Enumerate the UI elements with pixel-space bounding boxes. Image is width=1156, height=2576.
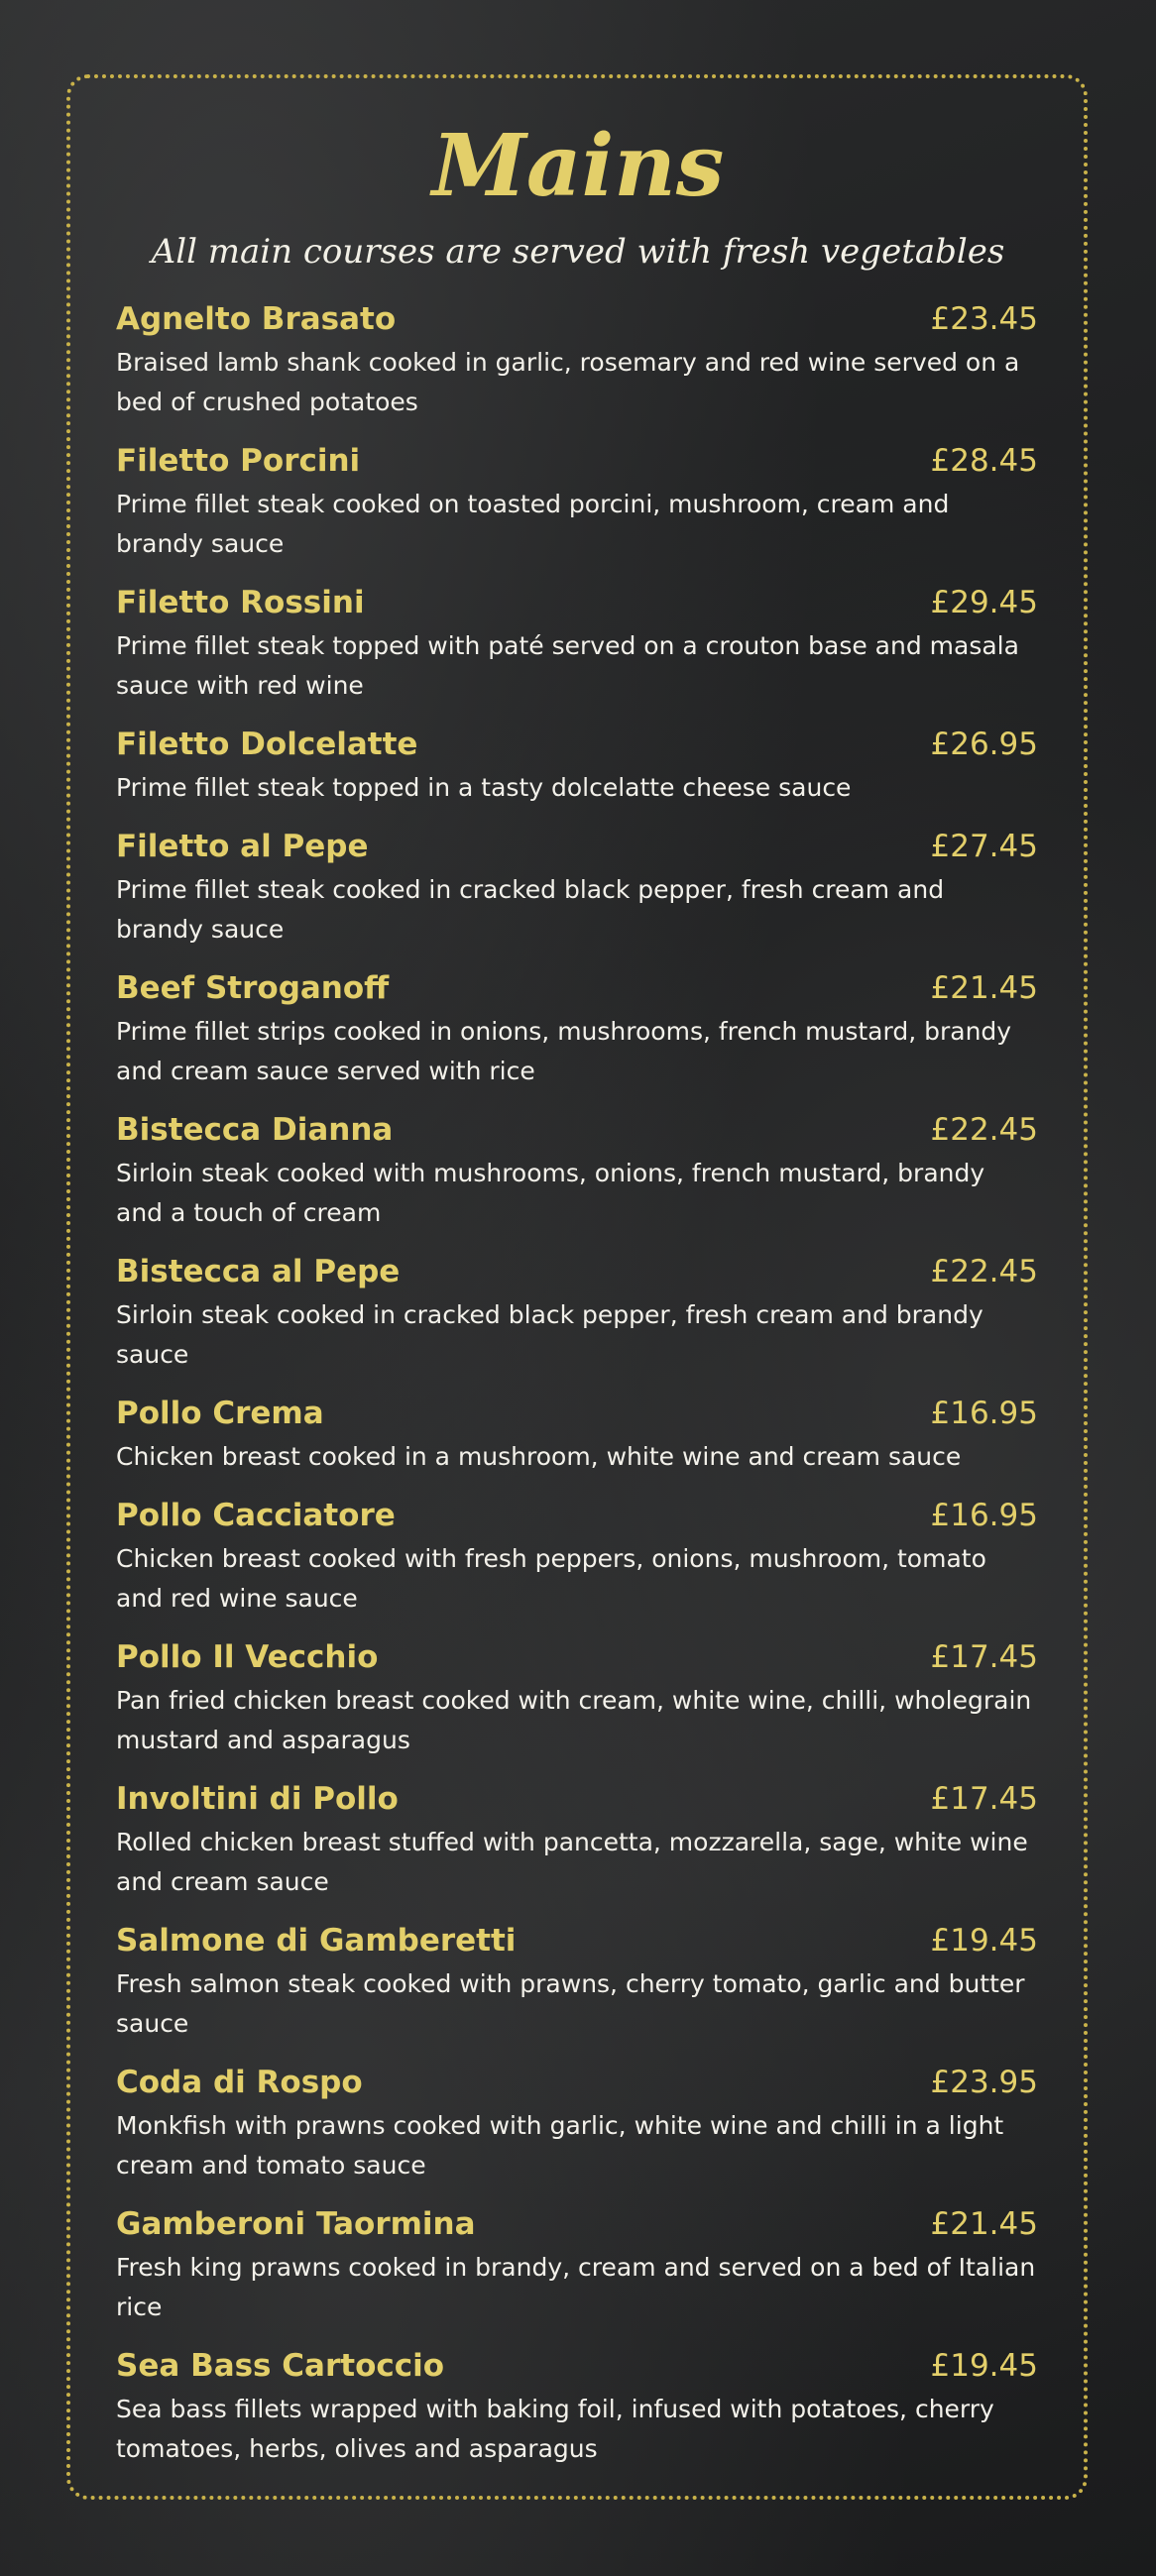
item-name: Gamberoni Taormina: [116, 2206, 476, 2242]
item-name: Coda di Rospo: [116, 2065, 363, 2100]
item-description: Pan fried chicken breast cooked with cream, white wine, chilli, wholegrain mustard and asparagus: [116, 1686, 1032, 1754]
item-name: Filetto Dolcelatte: [116, 727, 418, 762]
item-price: £23.45: [930, 301, 1038, 337]
item-description: Prime fillet strips cooked in onions, mushrooms, french mustard, brandy and cream sauce served with rice: [116, 1017, 1012, 1085]
item-description: Prime fillet steak topped with paté served on a crouton base and masala sauce with red wine: [116, 631, 1019, 700]
menu-header: [0, 116, 1156, 274]
item-name: Salmone di Gamberetti: [116, 1923, 517, 1959]
item-description: Prime fillet steak cooked in cracked black pepper, fresh cream and brandy sauce: [116, 875, 945, 944]
item-description: Rolled chicken breast stuffed with pancetta, mozzarella, sage, white wine and cream sauce: [116, 1828, 1028, 1896]
item-price: £29.45: [930, 585, 1038, 620]
menu-item: [116, 1106, 1038, 1248]
menu-item: [116, 1248, 1038, 1390]
item-price: £21.45: [930, 2206, 1038, 2242]
item-name: Agnelto Brasato: [116, 301, 397, 337]
menu-item: [116, 2059, 1038, 2200]
item-price: £17.45: [930, 1781, 1038, 1817]
item-name: Filetto al Pepe: [116, 829, 369, 864]
item-name: Sea Bass Cartoccio: [116, 2348, 445, 2384]
item-price: £22.45: [930, 1254, 1038, 1289]
item-description: Sirloin steak cooked in cracked black pepper, fresh cream and brandy sauce: [116, 1300, 983, 1369]
item-name: Beef Stroganoff: [116, 970, 390, 1006]
item-name: Bistecca al Pepe: [116, 1254, 401, 1289]
menu-item: [116, 295, 1038, 437]
item-price: £27.45: [930, 829, 1038, 864]
item-price: £22.45: [930, 1112, 1038, 1148]
item-price: £28.45: [930, 443, 1038, 479]
item-name: Pollo Il Vecchio: [116, 1639, 379, 1675]
item-description: Chicken breast cooked with fresh peppers, onions, mushroom, tomato and red wine sauce: [116, 1544, 986, 1613]
item-name: Filetto Rossini: [116, 585, 365, 620]
item-description: Prime fillet steak topped in a tasty dolcelatte cheese sauce: [116, 773, 852, 802]
item-price: £17.45: [930, 1639, 1038, 1675]
menu-item: [116, 964, 1038, 1106]
item-description: Chicken breast cooked in a mushroom, white wine and cream sauce: [116, 1442, 962, 1471]
menu-item: [116, 721, 1038, 823]
item-description: Prime fillet steak cooked on toasted porcini, mushroom, cream and brandy sauce: [116, 490, 950, 558]
item-description: Sirloin steak cooked with mushrooms, onions, french mustard, brandy and a touch of cream: [116, 1159, 985, 1227]
menu-item: [116, 2342, 1038, 2484]
item-name: Filetto Porcini: [116, 443, 361, 479]
item-description: Fresh salmon steak cooked with prawns, cherry tomato, garlic and butter sauce: [116, 1969, 1025, 2038]
menu-list: [116, 295, 1038, 2484]
menu-item: [116, 1633, 1038, 1775]
menu-item: [116, 579, 1038, 721]
menu-item: [116, 1917, 1038, 2059]
item-price: £23.95: [930, 2065, 1038, 2100]
item-price: £21.45: [930, 970, 1038, 1006]
item-name: Pollo Cacciatore: [116, 1498, 396, 1533]
menu-item: [116, 1390, 1038, 1492]
menu-item: [116, 2200, 1038, 2342]
item-name: Bistecca Dianna: [116, 1112, 394, 1148]
item-description: Braised lamb shank cooked in garlic, rosemary and red wine served on a bed of crushed potatoes: [116, 348, 1020, 416]
item-description: Sea bass fillets wrapped with baking foil, infused with potatoes, cherry tomatoes, herbs, olives and asparagus: [116, 2395, 994, 2463]
item-price: £19.45: [930, 2348, 1038, 2384]
item-description: Monkfish with prawns cooked with garlic, white wine and chilli in a light cream and tomato sauce: [116, 2111, 1004, 2180]
item-price: £16.95: [930, 1498, 1038, 1533]
item-description: Fresh king prawns cooked in brandy, cream and served on a bed of Italian rice: [116, 2253, 1036, 2321]
menu-item: [116, 1775, 1038, 1917]
item-name: Involtini di Pollo: [116, 1781, 399, 1817]
page-subtitle: All main courses are served with fresh vegetables: [151, 232, 1005, 272]
item-name: Pollo Crema: [116, 1396, 324, 1431]
menu-item: [116, 437, 1038, 579]
menu-item: [116, 823, 1038, 964]
menu-item: [116, 1492, 1038, 1633]
item-price: £16.95: [930, 1396, 1038, 1431]
item-price: £26.95: [930, 727, 1038, 762]
item-price: £19.45: [930, 1923, 1038, 1959]
page-title: Mains: [431, 116, 725, 216]
